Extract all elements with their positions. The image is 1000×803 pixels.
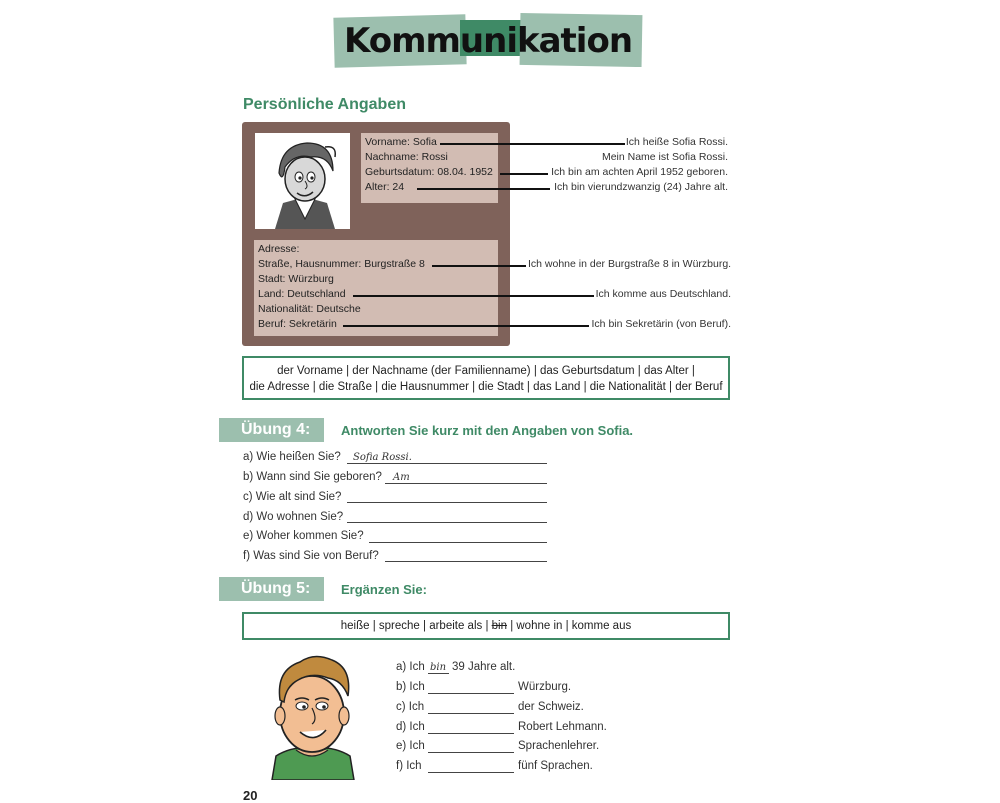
item-d-blank[interactable] bbox=[428, 733, 514, 734]
sentence-age: Ich bin vierundzwanzig (24) Jahre alt. bbox=[554, 181, 728, 193]
card-beruf: Beruf: Sekretärin bbox=[258, 318, 337, 330]
word-bank-struck-word: bin bbox=[491, 620, 507, 632]
item-e-suffix: Sprachenlehrer. bbox=[518, 740, 600, 752]
connector-line bbox=[440, 143, 625, 145]
answer-field-b[interactable] bbox=[385, 483, 547, 484]
item-c-prefix: c) Ich bbox=[396, 701, 425, 713]
item-e-blank[interactable] bbox=[428, 752, 514, 753]
card-adresse: Adresse: bbox=[258, 243, 300, 255]
exercise-4-label: Übung 4: bbox=[219, 418, 324, 442]
word-bank-after: | wohne in | komme aus bbox=[507, 620, 632, 632]
question-b: b) Wann sind Sie geboren? bbox=[243, 471, 382, 483]
answer-b-handwriting: Am bbox=[393, 472, 410, 483]
connector-line bbox=[343, 325, 589, 327]
card-nationalitaet: Nationalität: Deutsche bbox=[258, 303, 361, 315]
item-b-prefix: b) Ich bbox=[396, 681, 425, 693]
item-a-suffix: 39 Jahre alt. bbox=[452, 661, 516, 673]
question-f: f) Was sind Sie von Beruf? bbox=[243, 550, 379, 562]
item-f-blank[interactable] bbox=[428, 772, 514, 773]
sentence-birthdate: Ich bin am achten April 1952 geboren. bbox=[551, 166, 728, 178]
sentence-job: Ich bin Sekretärin (von Beruf). bbox=[591, 318, 731, 330]
answer-field-c[interactable] bbox=[347, 502, 547, 503]
answer-field-d[interactable] bbox=[347, 522, 547, 523]
item-f-suffix: fünf Sprachen. bbox=[518, 760, 593, 772]
card-nachname: Nachname: Rossi bbox=[365, 151, 448, 163]
item-c-blank[interactable] bbox=[428, 713, 514, 714]
man-portrait-illustration bbox=[262, 650, 362, 780]
item-d-suffix: Robert Lehmann. bbox=[518, 721, 607, 733]
connector-line bbox=[500, 173, 548, 175]
card-strasse: Straße, Hausnummer: Burgstraße 8 bbox=[258, 258, 425, 270]
word-bank-before: heiße | spreche | arbeite als | bbox=[340, 620, 492, 632]
answer-a-handwriting: Sofia Rossi. bbox=[353, 452, 412, 463]
item-e-prefix: e) Ich bbox=[396, 740, 425, 752]
item-b-blank[interactable] bbox=[428, 693, 514, 694]
answer-field-f[interactable] bbox=[385, 561, 547, 562]
question-c: c) Wie alt sind Sie? bbox=[243, 491, 342, 503]
sentence-name: Ich heiße Sofia Rossi. bbox=[625, 136, 728, 148]
exercise-4-instruction: Antworten Sie kurz mit den Angaben von Sofia. bbox=[341, 423, 634, 438]
item-a-prefix: a) Ich bbox=[396, 661, 425, 673]
item-a-blank[interactable] bbox=[428, 673, 449, 674]
answer-field-a[interactable] bbox=[347, 463, 547, 464]
item-c-suffix: der Schweiz. bbox=[518, 701, 584, 713]
card-geburtsdatum: Geburtsdatum: 08.04. 1952 bbox=[365, 166, 493, 178]
sentence-country: Ich komme aus Deutschland. bbox=[595, 288, 731, 300]
item-f-prefix: f) Ich bbox=[396, 760, 422, 772]
question-e: e) Woher kommen Sie? bbox=[243, 530, 364, 542]
card-vorname: Vorname: Sofia bbox=[365, 136, 437, 148]
section-title: Persönliche Angaben bbox=[243, 96, 406, 113]
woman-portrait-illustration bbox=[255, 133, 350, 229]
card-alter: Alter: 24 bbox=[365, 181, 405, 193]
connector-line bbox=[432, 265, 526, 267]
item-a-handwriting: bin bbox=[430, 662, 447, 673]
sentence-address: Ich wohne in der Burgstraße 8 in Würzburg. bbox=[528, 258, 732, 270]
vocabulary-box bbox=[242, 356, 730, 400]
connector-line bbox=[417, 188, 550, 190]
sentence-name-alt: Mein Name ist Sofia Rossi. bbox=[601, 151, 728, 163]
item-b-suffix: Würzburg. bbox=[518, 681, 572, 693]
item-d-prefix: d) Ich bbox=[396, 721, 425, 733]
vocab-line-1: der Vorname | der Nachname (der Familienname) | das Geburtsdatum | das Alter | bbox=[277, 365, 695, 377]
question-a: a) Wie heißen Sie? bbox=[243, 451, 341, 463]
card-stadt: Stadt: Würzburg bbox=[258, 273, 334, 285]
word-bank bbox=[242, 612, 730, 640]
answer-field-e[interactable] bbox=[369, 542, 547, 543]
card-land: Land: Deutschland bbox=[258, 288, 346, 300]
vocab-line-2: die Adresse | die Straße | die Hausnummer | die Stadt | das Land | die Nationalität | der Beruf bbox=[249, 381, 723, 393]
exercise-5-label: Übung 5: bbox=[219, 577, 324, 601]
connector-line bbox=[353, 295, 594, 297]
exercise-5-instruction: Ergänzen Sie: bbox=[341, 582, 427, 597]
page-title: Kommunikation bbox=[343, 21, 633, 61]
question-d: d) Wo wohnen Sie? bbox=[243, 511, 344, 523]
page-number: 20 bbox=[243, 788, 258, 803]
